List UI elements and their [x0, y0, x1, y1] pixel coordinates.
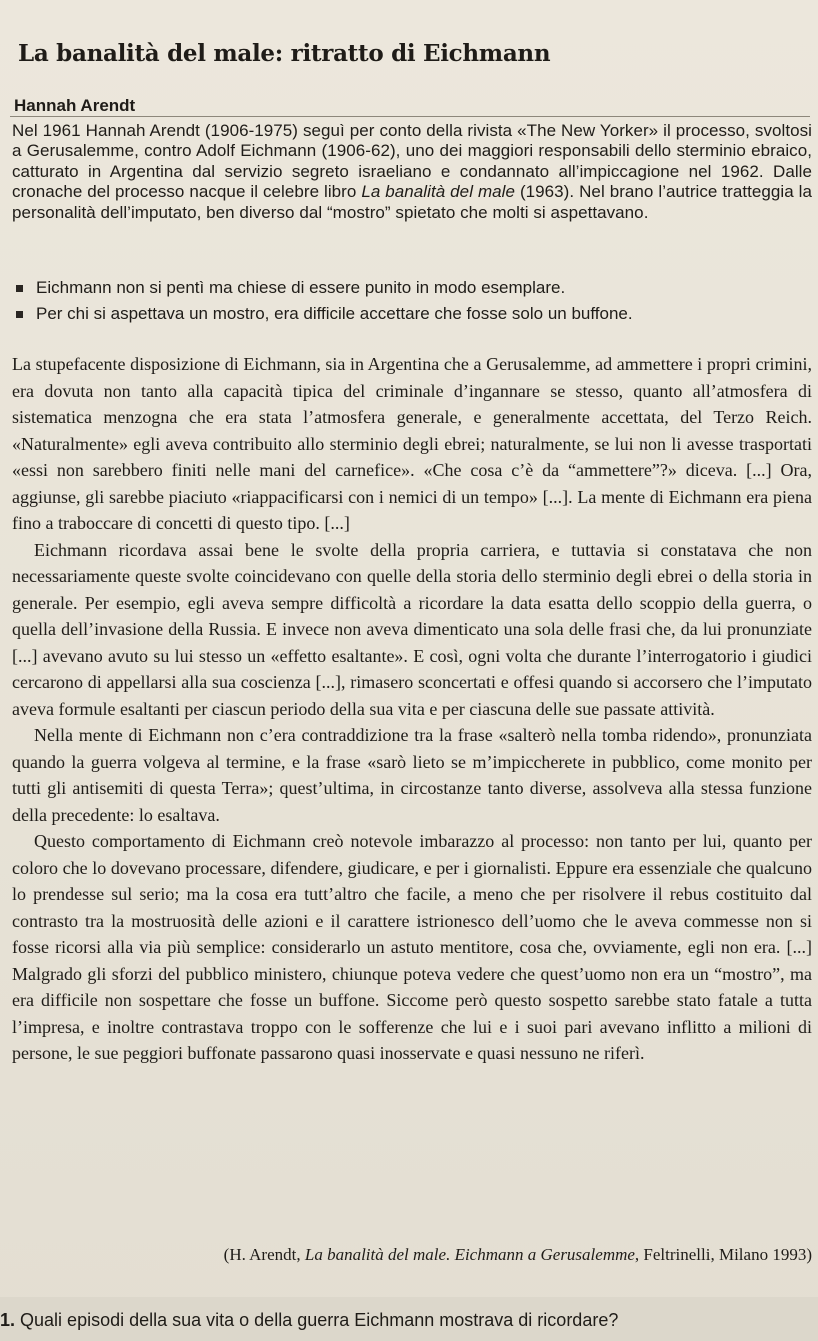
- bullet-item: [14, 301, 814, 327]
- intro-text-after: (1963). Nel brano l’autrice tratteggia la personalità dell’imputato, ben diverso dal “mostro” spietato che molti si aspettavano.: [12, 182, 812, 222]
- bullet-item: [14, 275, 814, 301]
- excerpt-paragraph: La stupefacente disposizione di Eichmann, sia in Argentina che a Gerusalemme, ad ammettere i propri crimini, era dovuta non tanto alla capacità tipica del criminale d’ingannare se stesso, quanto all’atmosfera di sistematica menzogna che era stata l’atmosfera generale, e generalmente accettata, del Terzo Reich. «Naturalmente» egli aveva contribuito allo sterminio degli ebrei; naturalmente, se lui non li avesse trasportati «essi non sarebbero finiti nelle mani del carnefice». «Che cosa c’è da “ammettere”?» diceva. [...] Ora, aggiunse, gli sarebbe piaciuto «riappacificarsi con i nemici di un tempo» [...]. La mente di Eichmann era piena fino a traboccare di concetti di questo tipo. [...]: [12, 354, 812, 533]
- square-bullet-icon: [16, 311, 23, 318]
- question-text: Quali episodi della sua vita o della guerra Eichmann mostrava di ricordare?: [20, 1310, 619, 1330]
- question-number: 1.: [0, 1310, 16, 1330]
- exercise-question: [0, 1310, 818, 1331]
- page-title: La banalità del male: ritratto di Eichmann: [18, 40, 551, 67]
- square-bullet-icon: [16, 285, 23, 292]
- summary-bullets: [14, 275, 814, 327]
- intro-book-title: La banalità del male: [361, 182, 516, 202]
- bullet-text: Per chi si aspettava un mostro, era difficile accettare che fosse solo un buffone.: [36, 304, 633, 323]
- intro-text-before: Nel 1961 Hannah Arendt (1906-1975) seguì per conto della rivista «The New Yorker» il processo, svoltosi a Gerusalemme, contro Adolf Eichmann (1906-62), uno dei maggiori responsabili dello sterminio ebraico, catturato in Argentina dal servizio segreto israeliano e condannato all’impiccagione nel 1962. Dalle cronache del processo nacque il celebre libro: [12, 121, 812, 202]
- bullet-text: Eichmann non si pentì ma chiese di essere punito in modo esemplare.: [36, 278, 566, 297]
- excerpt-paragraph: Nella mente di Eichmann non c’era contraddizione tra la frase «salterò nella tomba ridendo», pronunziata quando la guerra volgeva al termine, e la frase «sarò lieto se m’impiccherete in pubblico, come monito per tutti gli antisemiti di questa Terra»; quest’ultima, in circostanze tanto diverse, assolveva alla stessa funzione della precedente: lo esaltava.: [12, 725, 812, 825]
- header-divider: [10, 116, 810, 117]
- citation-before: (H. Arendt,: [223, 1245, 305, 1264]
- author-name: Hannah Arendt: [14, 96, 136, 115]
- excerpt-body: [12, 351, 812, 1067]
- excerpt-paragraph: Eichmann ricordava assai bene le svolte della propria carriera, e tuttavia si constatava che non necessariamente queste svolte coincidevano con quelle della storia dello sterminio degli ebrei o della storia in generale. Per esempio, egli aveva sempre difficoltà a ricordare la data esatta dello scoppio della guerra, o quella dell’invasione della Russia. E invece non aveva dimenticato una sola delle frasi che, da lui pronunziate [...] avevano avuto su lui stesso un «effetto esaltante». E così, ogni volta che durante l’interrogatorio i giudici cercarono di appellarsi alla sua coscienza [...], rimasero sconcertati e offesi quando si accorsero che l’imputato aveva formule esaltanti per ciascun periodo della sua vita e per ciascuna delle sue passate attività.: [12, 539, 812, 719]
- excerpt-paragraph: Questo comportamento di Eichmann creò notevole imbarazzo al processo: non tanto per lui, quanto per coloro che lo dovevano processare, difendere, giudicare, e per i giornalisti. Eppure era essenziale che qualcuno lo prendesse sul serio; ma la cosa era tutt’altro che facile, a meno che per risolvere il rebus costituito dal contrasto tra la mostruosità delle azioni e il carattere istrionesco dell’uomo che le aveva commesse non si fosse ricorsi alla via più semplice: considerarlo un astuto mentitore, cosa che, ovviamente, egli non era. [...] Malgrado gli sforzi del pubblico ministero, chiunque poteva vedere che quest’uomo non era un “mostro”, ma era difficile non sospettare che fosse un buffone. Siccome però questo sospetto sarebbe stato fatale a tutta l’impresa, e inoltre contrastava troppo con le sofferenze che lui e i suoi pari avevano inflitto a milioni di persone, le sue peggiori buffonate passarono quasi inosservate e quasi nessuno ne riferì.: [12, 831, 812, 1063]
- citation-after: , Feltrinelli, Milano 1993): [634, 1245, 812, 1264]
- citation-work: La banalità del male. Eichmann a Gerusalemme: [304, 1245, 635, 1264]
- source-citation: [12, 1245, 812, 1265]
- intro-paragraph: [12, 121, 812, 223]
